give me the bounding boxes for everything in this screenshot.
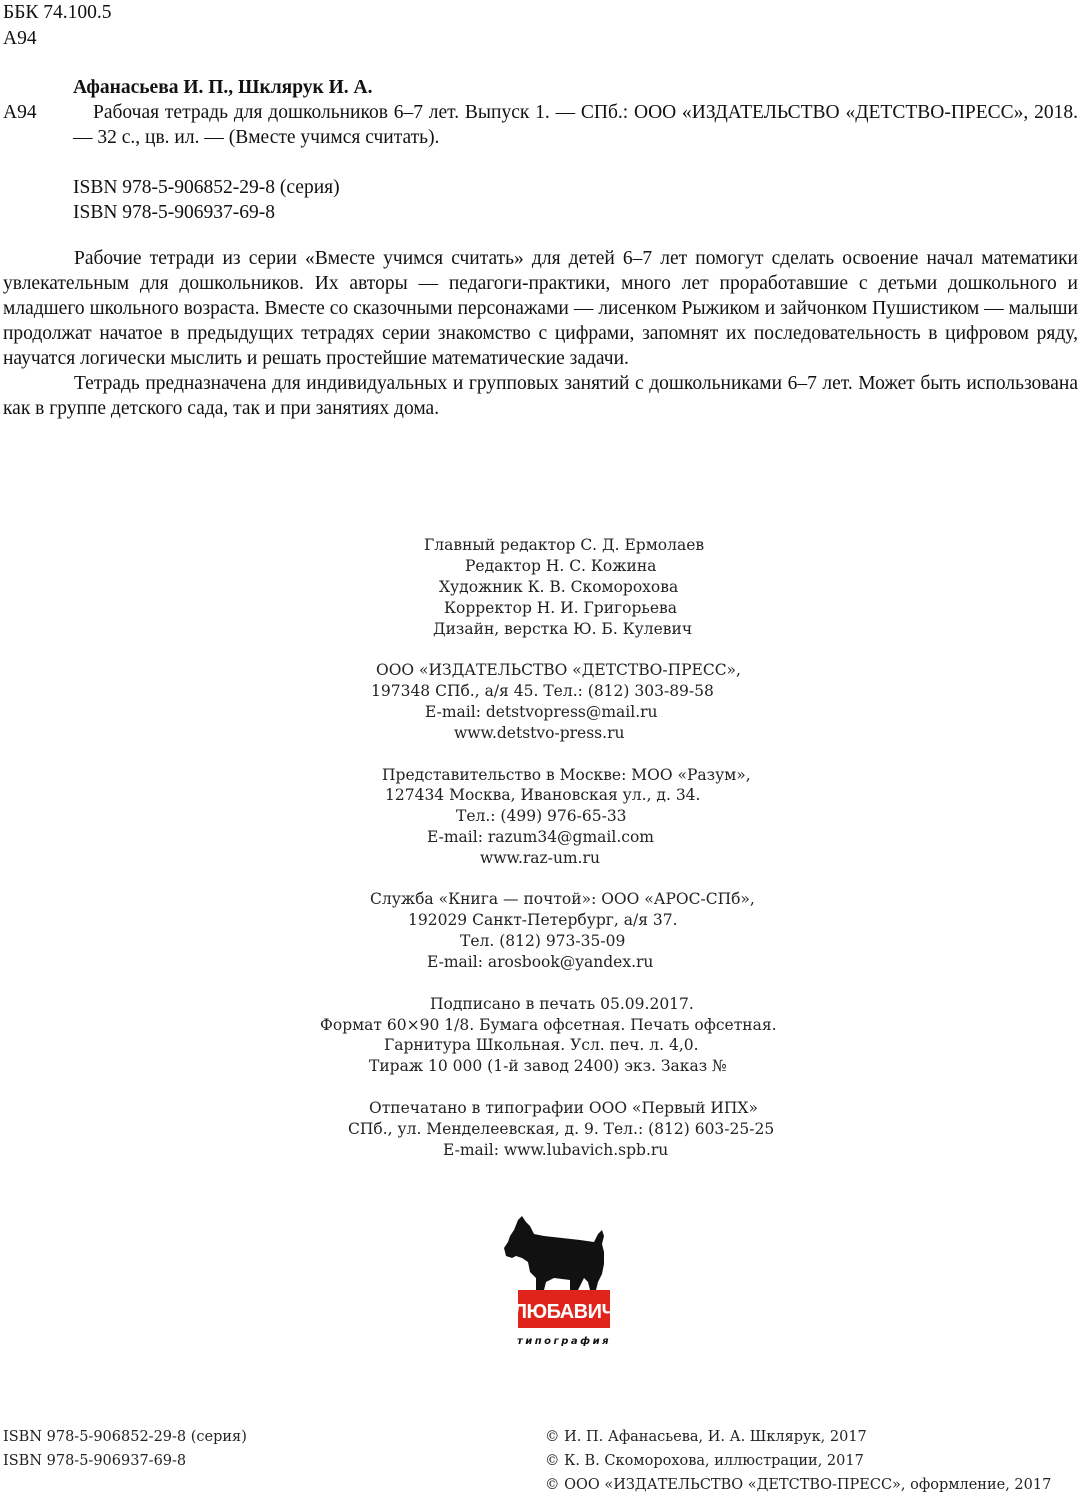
printer-line: E-mail: www.lubavich.spb.ru bbox=[443, 1141, 669, 1159]
bib-description-text: Рабочая тетрадь для дошкольников 6–7 лет. Выпуск 1. — СПб.: ООО «ИЗДАТЕЛЬСТВО «ДЕТСТВО-ПРЕСС», 2018. — 32 с., цв. ил. — (Вместе учимся считать). bbox=[73, 102, 1078, 148]
printer-line: Отпечатано в типографии ООО «Первый ИПХ» bbox=[369, 1099, 758, 1117]
footer-isbn-series: ISBN 978-5-906852-29-8 (серия) bbox=[3, 1429, 247, 1445]
copyright-line: © И. П. Афанасьева, И. А. Шклярук, 2017 bbox=[545, 1429, 867, 1445]
authors: Афанасьева И. П., Шклярук И. А. bbox=[73, 77, 373, 98]
moscow-line: www.raz-um.ru bbox=[480, 849, 600, 867]
printer-logo bbox=[500, 1212, 620, 1352]
author-mark: А94 bbox=[3, 28, 37, 49]
copyright-line: © ООО «ИЗДАТЕЛЬСТВО «ДЕТСТВО-ПРЕСС», оформление, 2017 bbox=[545, 1477, 1052, 1493]
publisher-line: www.detstvo-press.ru bbox=[454, 724, 625, 742]
mail-service-line: Служба «Книга — почтой»: ООО «АРОС-СПб», bbox=[370, 890, 755, 908]
moscow-line: Тел.: (499) 976-65-33 bbox=[456, 807, 627, 825]
scottish-terrier-icon bbox=[500, 1212, 620, 1352]
credit-line: Корректор Н. И. Григорьева bbox=[444, 599, 677, 617]
moscow-line: 127434 Москва, Ивановская ул., д. 34. bbox=[385, 786, 701, 804]
bbk-code: ББК 74.100.5 bbox=[3, 2, 112, 23]
print-info-line: Гарнитура Школьная. Усл. печ. л. 4,0. bbox=[384, 1036, 699, 1054]
publisher-line: E-mail: detstvopress@mail.ru bbox=[425, 703, 658, 721]
bib-author-mark: А94 bbox=[3, 102, 37, 123]
mail-service-line: E-mail: arosbook@yandex.ru bbox=[427, 953, 654, 971]
publisher-line: 197348 СПб., а/я 45. Тел.: (812) 303-89-58 bbox=[371, 682, 714, 700]
annotation bbox=[3, 246, 1078, 421]
logo-subtitle: типография bbox=[516, 1336, 612, 1347]
print-info-line: Подписано в печать 05.09.2017. bbox=[430, 995, 694, 1013]
moscow-line: E-mail: razum34@gmail.com bbox=[427, 828, 654, 846]
copyright-line: © К. В. Скоморохова, иллюстрации, 2017 bbox=[545, 1453, 864, 1469]
mail-service-line: Тел. (812) 973-35-09 bbox=[460, 932, 626, 950]
credit-line: Главный редактор С. Д. Ермолаев bbox=[424, 536, 705, 554]
footer-isbn: ISBN 978-5-906937-69-8 bbox=[3, 1453, 187, 1469]
annotation-paragraph-1: Рабочие тетради из серии «Вместе учимся считать» для детей 6–7 лет помогут сделать освоение начал математики увлекательным для дошкольников. Их авторы — педагоги-практики, много лет проработавшие с детьми дошкольного и младшего школьного возраста. Вместе со сказочными персонажами — лисенком Рыжиком и зайчонком Пушистиком — малыши продолжат начатое в предыдущих тетрадях серии знакомство с цифрами, запомнят их последовательность в цифровом ряду, научатся логически мыслить и решать простейшие математические задачи. bbox=[3, 248, 1078, 369]
isbn: ISBN 978-5-906937-69-8 bbox=[73, 202, 276, 223]
logo-name: ЛЮБАВИЧ bbox=[512, 1301, 616, 1323]
print-info-line: Тираж 10 000 (1-й завод 2400) экз. Заказ № bbox=[369, 1057, 727, 1075]
moscow-line: Представительство в Москве: МОО «Разум», bbox=[382, 766, 751, 784]
credit-line: Редактор Н. С. Кожина bbox=[465, 557, 657, 575]
annotation-paragraph-2: Тетрадь предназначена для индивидуальных и групповых занятий с дошкольниками 6–7 лет. Может быть использована как в группе детского сада, так и при занятиях дома. bbox=[3, 373, 1078, 419]
credit-line: Художник К. В. Скоморохова bbox=[439, 578, 679, 596]
publisher-line: ООО «ИЗДАТЕЛЬСТВО «ДЕТСТВО-ПРЕСС», bbox=[376, 661, 741, 679]
mail-service-line: 192029 Санкт-Петербург, а/я 37. bbox=[408, 911, 678, 929]
printer-line: СПб., ул. Менделеевская, д. 9. Тел.: (812) 603-25-25 bbox=[348, 1120, 775, 1138]
credit-line: Дизайн, верстка Ю. Б. Кулевич bbox=[433, 620, 693, 638]
bib-description bbox=[73, 100, 1078, 150]
print-info-line: Формат 60×90 1/8. Бумага офсетная. Печать офсетная. bbox=[320, 1016, 777, 1034]
isbn-series: ISBN 978-5-906852-29-8 (серия) bbox=[73, 177, 340, 198]
